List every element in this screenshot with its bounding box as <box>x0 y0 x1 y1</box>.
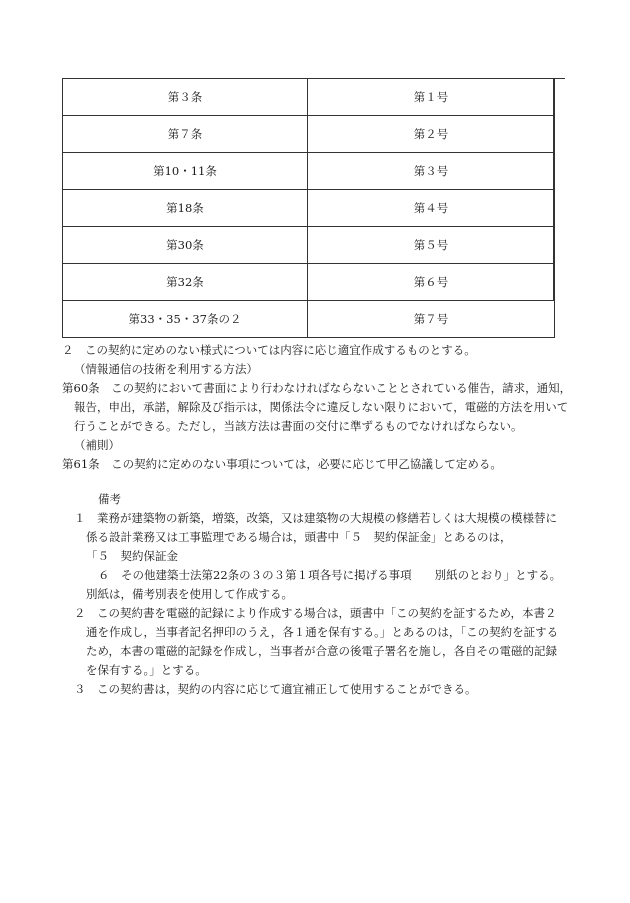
article-cell: 第７条 <box>63 116 308 153</box>
form-cell: 第６号 <box>308 264 555 301</box>
article-60-line-1: 第60条 この契約において書面により行わなければならないこととされている催告，請求，通知， <box>62 381 572 395</box>
remark-3: ３ この契約書は，契約の内容に応じて適宜補正して使用することができる。 <box>74 682 477 696</box>
article-61: 第61条 この契約に定めのない事項については，必要に応じて甲乙協議して定める。 <box>62 457 502 471</box>
table-row <box>63 190 555 227</box>
remark-1-line-1: １ 業務が建築物の新築，増築，改築，又は建築物の大規模の修繕若しくは大規模の模様替に <box>74 511 557 525</box>
table-row <box>63 79 555 116</box>
remark-2-line-2: 通を作成し，当事者記名押印のうえ，各１通を保有する。」とあるのは，「この契約を証する <box>86 625 559 639</box>
form-cell: 第３号 <box>308 153 555 190</box>
table-row <box>63 227 555 264</box>
remark-1-line-3: 「５ 契約保証金 <box>86 549 178 563</box>
remark-1-line-4: ６ その他建築士法第22条の３の３第１項各号に掲げる事項 別紙のとおり」とする。 <box>98 568 562 582</box>
form-cell: 第２号 <box>308 116 555 153</box>
table-row <box>63 301 555 338</box>
form-table <box>62 78 555 338</box>
form-cell: 第１号 <box>308 79 555 116</box>
heading-article-61: （補則） <box>74 438 120 452</box>
remark-1-line-2: 係る設計業務又は工事監理である場合は，頭書中「５ 契約保証金」とあるのは， <box>86 530 512 544</box>
remark-1-line-5: 別紙は，備考別表を使用して作成する。 <box>86 587 293 601</box>
table-row <box>63 264 555 301</box>
table-row <box>63 153 555 190</box>
remarks-title: 備考 <box>98 492 121 506</box>
form-cell: 第４号 <box>308 190 555 227</box>
article-60-line-3: 行うことができる。ただし，当該方法は書面の交付に準ずるものでなければならない。 <box>74 419 523 433</box>
form-cell: 第７号 <box>308 301 555 338</box>
paragraph-2: ２ この契約に定めのない様式については内容に応じ適宜作成するものとする。 <box>62 343 476 357</box>
article-cell: 第10・11条 <box>63 153 308 190</box>
article-cell: 第18条 <box>63 190 308 227</box>
form-cell: 第５号 <box>308 227 555 264</box>
article-cell: 第32条 <box>63 264 308 301</box>
article-60-line-2: 報告，申出，承諾，解除及び指示は，関係法令に違反しない限りにおいて，電磁的方法を用いて <box>74 400 569 414</box>
heading-article-60: （情報通信の技術を利用する方法） <box>74 362 258 376</box>
article-cell: 第33・35・37条の２ <box>63 301 308 338</box>
remark-2-line-4: を保有する。」とする。 <box>86 663 207 677</box>
article-cell: 第３条 <box>63 79 308 116</box>
article-cell: 第30条 <box>63 227 308 264</box>
table-row <box>63 116 555 153</box>
remark-2-line-1: ２ この契約書を電磁的記録により作成する場合は，頭書中「この契約を証するため，本書２ <box>74 606 557 620</box>
remark-2-line-3: ため，本書の電磁的記録を作成し，当事者が合意の後電子署名を施し，各自その電磁的記録 <box>86 644 558 658</box>
